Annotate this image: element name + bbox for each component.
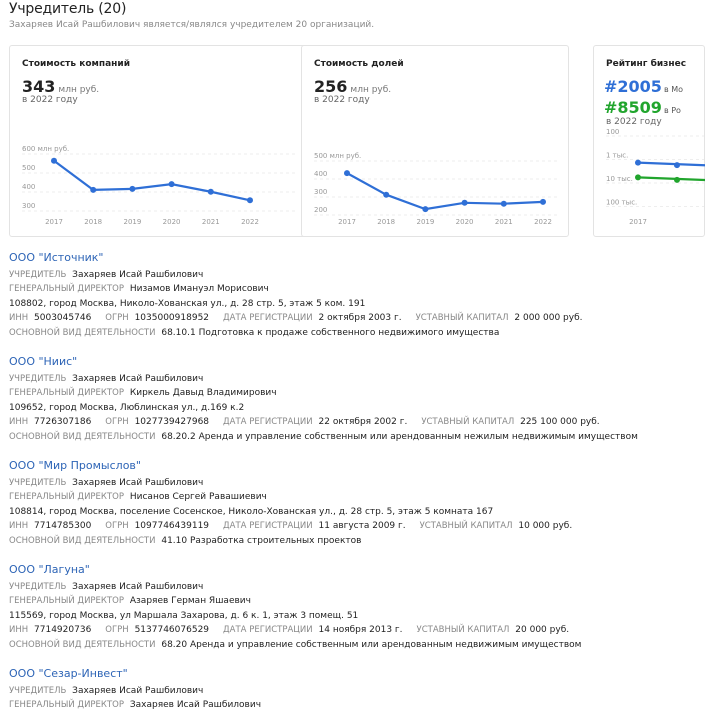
ogrn-value: 1035000918952 bbox=[134, 313, 210, 323]
y-tick-label: 300 bbox=[22, 202, 36, 210]
reg-value: 22 октября 2002 г. bbox=[318, 417, 408, 427]
x-tick-label: 2020 bbox=[455, 218, 474, 226]
data-point[interactable] bbox=[383, 192, 389, 198]
inn-label: ИНН bbox=[9, 521, 29, 531]
x-tick-label: 2017 bbox=[629, 218, 647, 226]
company-entry bbox=[9, 667, 679, 713]
y-tick-label: 10 тыс. bbox=[606, 175, 633, 183]
value-unit: млн руб. bbox=[58, 85, 100, 95]
founder-value[interactable]: Захаряев Исай Рашбилович bbox=[72, 581, 204, 592]
inn-label: ИНН bbox=[9, 313, 29, 323]
inn-label: ИНН bbox=[9, 625, 29, 635]
reg-label: ДАТА РЕГИСТРАЦИИ bbox=[223, 521, 313, 531]
director-value[interactable]: Низамов Имануэл Морисович bbox=[129, 284, 269, 294]
value-number: 343 bbox=[22, 77, 56, 96]
reg-label: ДАТА РЕГИСТРАЦИИ bbox=[223, 625, 313, 635]
y-tick-label: 400 bbox=[22, 183, 36, 191]
data-point[interactable] bbox=[635, 160, 641, 166]
data-point[interactable] bbox=[635, 174, 641, 180]
inn-label: ИНН bbox=[9, 417, 29, 427]
data-point[interactable] bbox=[462, 200, 468, 206]
company-entry bbox=[9, 459, 679, 548]
founder-label: УЧРЕДИТЕЛЬ bbox=[9, 685, 67, 696]
capital-value: 2 000 000 руб. bbox=[514, 313, 583, 323]
founder-label: УЧРЕДИТЕЛЬ bbox=[9, 581, 67, 592]
data-point[interactable] bbox=[247, 197, 253, 203]
card-share-value[interactable] bbox=[301, 45, 569, 237]
director-label: ГЕНЕРАЛЬНЫЙ ДИРЕКТОР bbox=[9, 700, 124, 710]
x-tick-label: 2022 bbox=[241, 218, 259, 226]
data-point[interactable] bbox=[208, 189, 214, 195]
founder-label: УЧРЕДИТЕЛЬ bbox=[9, 269, 67, 280]
x-tick-label: 2022 bbox=[534, 218, 552, 226]
founder-value[interactable]: Захаряев Исай Рашбилович bbox=[72, 477, 204, 488]
activity-value: 68.20.2 Аренда и управление собственным или арендованным нежилым недвижимым имуществом bbox=[161, 431, 638, 442]
card-year: в 2022 году bbox=[606, 117, 662, 127]
director-label: ГЕНЕРАЛЬНЫЙ ДИРЕКТОР bbox=[9, 596, 124, 606]
card-year: в 2022 году bbox=[22, 95, 78, 105]
rank-region: в Мо bbox=[663, 85, 683, 94]
y-tick-label: 100 тыс. bbox=[606, 198, 638, 207]
ogrn-value: 1027739427968 bbox=[134, 417, 210, 427]
activity-label: ОСНОВНОЙ ВИД ДЕЯТЕЛЬНОСТИ bbox=[9, 639, 156, 650]
x-tick-label: 2020 bbox=[162, 218, 181, 226]
x-tick-label: 2017 bbox=[45, 218, 63, 226]
director-label: ГЕНЕРАЛЬНЫЙ ДИРЕКТОР bbox=[9, 388, 124, 398]
y-tick-label: 300 bbox=[314, 188, 328, 196]
company-name-link[interactable]: ООО "Сезар-Инвест" bbox=[9, 667, 128, 680]
data-point[interactable] bbox=[169, 181, 175, 187]
capital-label: УСТАВНЫЙ КАПИТАЛ bbox=[421, 417, 515, 427]
x-tick-label: 2018 bbox=[84, 218, 103, 226]
activity-label: ОСНОВНОЙ ВИД ДЕЯТЕЛЬНОСТИ bbox=[9, 431, 156, 442]
company-entry bbox=[9, 355, 679, 444]
x-tick-label: 2019 bbox=[123, 218, 142, 226]
card-company-value[interactable] bbox=[9, 45, 309, 237]
y-tick-label: 200 bbox=[314, 206, 328, 214]
activity-label: ОСНОВНОЙ ВИД ДЕЯТЕЛЬНОСТИ bbox=[9, 327, 156, 338]
founder-value[interactable]: Захаряев Исай Рашбилович bbox=[72, 373, 204, 384]
rank-region: в Ро bbox=[663, 106, 681, 115]
card-title: Стоимость долей bbox=[314, 59, 404, 69]
capital-value: 10 000 руб. bbox=[518, 521, 573, 531]
activity-value: 68.20 Аренда и управление собственным или арендованным недвижимым имуществом bbox=[161, 639, 582, 650]
inn-value: 7714785300 bbox=[34, 521, 92, 531]
ogrn-label: ОГРН bbox=[105, 521, 129, 531]
reg-value: 2 октября 2003 г. bbox=[318, 313, 402, 323]
x-tick-label: 2021 bbox=[494, 218, 513, 226]
company-address: 115569, город Москва, ул Маршала Захарова, д. 6 к. 1, этаж 3 помещ. 51 bbox=[9, 610, 359, 621]
company-name-link[interactable]: ООО "Лагуна" bbox=[9, 563, 90, 576]
y-tick-label: 600 млн руб. bbox=[22, 145, 70, 153]
inn-value: 5003045746 bbox=[34, 313, 92, 323]
card-title: Стоимость компаний bbox=[22, 59, 130, 69]
y-tick-label: 400 bbox=[314, 170, 328, 178]
series-line bbox=[54, 161, 250, 201]
reg-value: 14 ноября 2013 г. bbox=[318, 625, 403, 635]
y-tick-label: 100 bbox=[606, 128, 620, 136]
capital-label: УСТАВНЫЙ КАПИТАЛ bbox=[419, 521, 513, 531]
data-point[interactable] bbox=[674, 177, 680, 183]
director-value[interactable]: Захаряев Исай Рашбилович bbox=[129, 700, 262, 710]
card-business-rating[interactable] bbox=[593, 45, 705, 237]
capital-value: 225 100 000 руб. bbox=[520, 417, 600, 427]
y-tick-label: 1 тыс. bbox=[606, 151, 629, 160]
company-name-link[interactable]: ООО "Ниис" bbox=[9, 355, 78, 368]
rank-value: #8509 bbox=[604, 98, 662, 117]
company-address: 109652, город Москва, Люблинская ул., д.169 к.2 bbox=[9, 402, 245, 413]
founder-label: УЧРЕДИТЕЛЬ bbox=[9, 373, 67, 384]
page-title: Учредитель (20) bbox=[9, 1, 127, 17]
company-address: 108802, город Москва, Николо-Хованская ул., д. 28 стр. 5, этаж 5 ком. 191 bbox=[9, 298, 366, 309]
rank-value: #2005 bbox=[604, 77, 662, 96]
founder-value[interactable]: Захаряев Исай Рашбилович bbox=[72, 685, 204, 696]
director-value[interactable]: Нисанов Сергей Равашиевич bbox=[129, 492, 267, 502]
data-point[interactable] bbox=[540, 199, 546, 205]
y-tick-label: 500 bbox=[22, 164, 36, 172]
data-point[interactable] bbox=[344, 170, 350, 176]
line-chart-company-value bbox=[10, 46, 308, 236]
value-unit: млн руб. bbox=[350, 85, 392, 95]
company-entry bbox=[9, 563, 679, 652]
ogrn-value: 5137746076529 bbox=[134, 625, 210, 635]
card-title: Рейтинг бизнес bbox=[606, 59, 687, 69]
data-point[interactable] bbox=[129, 186, 135, 192]
y-tick-label: 500 млн руб. bbox=[314, 152, 362, 160]
data-point[interactable] bbox=[90, 187, 96, 193]
company-address: 108814, город Москва, поселение Сосенское, Николо-Хованская ул., д. 28 стр. 5, этаж 5 комната 167 bbox=[9, 506, 494, 517]
series-line bbox=[638, 163, 705, 166]
activity-value: 68.10.1 Подготовка к продаже собственного недвижимого имущества bbox=[161, 327, 500, 338]
page-subtitle: Захаряев Исай Рашбилович является/являлся учредителем 20 организаций. bbox=[9, 20, 375, 30]
director-value[interactable]: Азаряев Герман Яшаевич bbox=[129, 596, 251, 606]
director-label: ГЕНЕРАЛЬНЫЙ ДИРЕКТОР bbox=[9, 284, 124, 294]
founder-value[interactable]: Захаряев Исай Рашбилович bbox=[72, 269, 204, 280]
value-number: 256 bbox=[314, 77, 348, 96]
inn-value: 7726307186 bbox=[34, 417, 92, 427]
reg-label: ДАТА РЕГИСТРАЦИИ bbox=[223, 313, 313, 323]
data-point[interactable] bbox=[501, 201, 507, 207]
director-label: ГЕНЕРАЛЬНЫЙ ДИРЕКТОР bbox=[9, 492, 124, 502]
director-value[interactable]: Киркель Давыд Владимирович bbox=[129, 388, 277, 398]
series-line bbox=[638, 177, 705, 180]
line-chart-share-value bbox=[302, 46, 568, 236]
reg-value: 11 августа 2009 г. bbox=[318, 521, 406, 531]
card-year: в 2022 году bbox=[314, 95, 370, 105]
activity-value: 41.10 Разработка строительных проектов bbox=[161, 535, 362, 546]
ogrn-label: ОГРН bbox=[105, 417, 129, 427]
x-tick-label: 2017 bbox=[338, 218, 356, 226]
ogrn-label: ОГРН bbox=[105, 313, 129, 323]
data-point[interactable] bbox=[674, 162, 680, 168]
inn-value: 7714920736 bbox=[34, 625, 92, 635]
company-entry bbox=[9, 251, 679, 340]
data-point[interactable] bbox=[51, 158, 57, 164]
founder-label: УЧРЕДИТЕЛЬ bbox=[9, 477, 67, 488]
x-tick-label: 2018 bbox=[377, 218, 396, 226]
ogrn-label: ОГРН bbox=[105, 625, 129, 635]
x-tick-label: 2021 bbox=[201, 218, 220, 226]
data-point[interactable] bbox=[422, 206, 428, 212]
capital-value: 20 000 руб. bbox=[515, 625, 570, 635]
capital-label: УСТАВНЫЙ КАПИТАЛ bbox=[415, 313, 509, 323]
company-name-link[interactable]: ООО "Мир Промыслов" bbox=[9, 459, 141, 472]
x-tick-label: 2019 bbox=[416, 218, 435, 226]
company-name-link[interactable]: ООО "Источник" bbox=[9, 251, 104, 264]
capital-label: УСТАВНЫЙ КАПИТАЛ bbox=[416, 625, 510, 635]
reg-label: ДАТА РЕГИСТРАЦИИ bbox=[223, 417, 313, 427]
line-chart-rating bbox=[594, 46, 704, 236]
ogrn-value: 1097746439119 bbox=[134, 521, 210, 531]
activity-label: ОСНОВНОЙ ВИД ДЕЯТЕЛЬНОСТИ bbox=[9, 535, 156, 546]
